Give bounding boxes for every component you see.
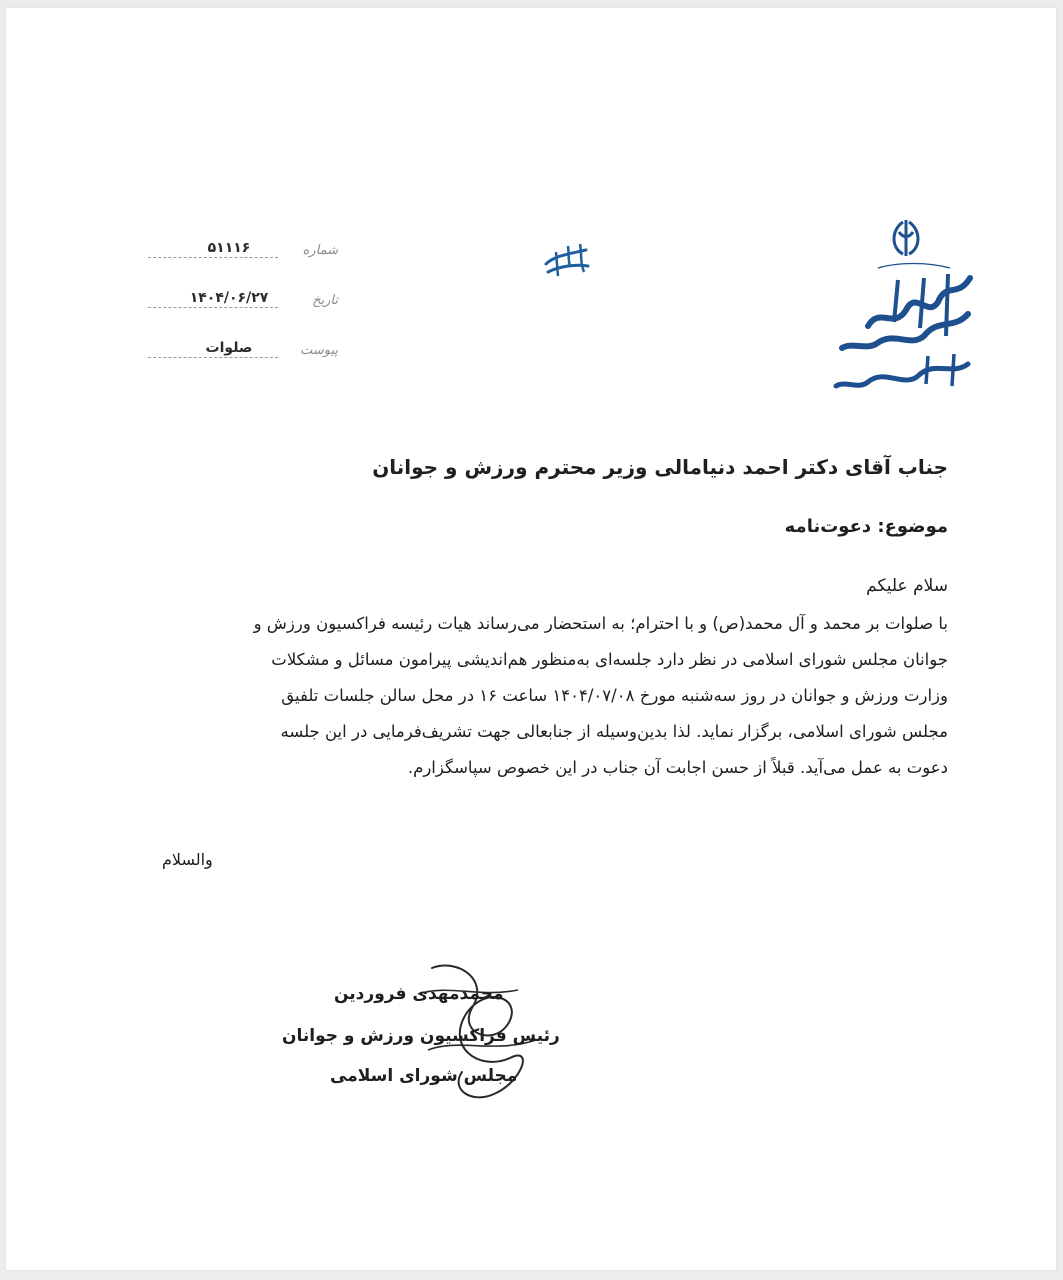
signatory-title: رئیس فراکسیون ورزش و جوانان	[282, 1026, 560, 1046]
letter-number-label: شماره	[302, 243, 338, 258]
letter-body-line: مجلس شورای اسلامی، برگزار نماید. لذا بدین‌وسیله از جنابعالی جهت تشریف‌فرمایی در این جلسه	[280, 722, 948, 741]
letter-date-row	[148, 286, 338, 310]
letter-closing: والسلام	[162, 850, 213, 869]
letter-body-line: وزارت ورزش و جوانان در روز سه‌شنبه مورخ ۱۴۰۴/۰۷/۰۸ ساعت ۱۶ در محل سالن جلسات تلفیق	[281, 686, 948, 705]
letter-number-row	[148, 236, 338, 260]
letter-body-line: دعوت به عمل می‌آید. قبلاً از حسن اجابت آن جناب در این خصوص سپاسگزارم.	[407, 758, 948, 777]
signatory-organization: مجلس شورای اسلامی	[330, 1066, 518, 1086]
letter-number-underline	[148, 257, 278, 258]
letter-subject: موضوع: دعوت‌نامه	[784, 516, 948, 537]
letter-attachment-value: صلوات	[205, 340, 253, 356]
letter-date-underline	[148, 307, 278, 308]
letter-date-value: ۱۴۰۴/۰۶/۲۷	[189, 290, 269, 306]
letter-greeting: سلام علیکم	[866, 576, 948, 596]
signatory-name: محمدمهدی فروردین	[334, 984, 504, 1004]
invocation-calligraphy-icon	[538, 236, 596, 284]
letter-number-value: ۵۱۱۱۶	[207, 240, 251, 256]
parliament-emblem-logo	[828, 218, 978, 398]
letter-date-label: تاریخ	[312, 293, 338, 308]
letter-attachment-underline	[148, 357, 278, 358]
letter-attachment-row	[148, 336, 338, 360]
letter-paper	[6, 8, 1056, 1270]
letter-body-line: جوانان مجلس شورای اسلامی در نظر دارد جلسه‌ای به‌منظور هم‌اندیشی پیرامون مسائل و مشکلات	[271, 650, 948, 669]
letter-attachment-label: پیوست	[300, 343, 338, 358]
letter-addressee: جناب آقای دکتر احمد دنیامالی وزیر محترم ورزش و جوانان	[372, 455, 948, 479]
letter-body-line: با صلوات بر محمد و آل محمد(ص) و با احترام؛ به استحضار می‌رساند هیات رئیسه فراکسیون ورزش و	[253, 614, 948, 633]
